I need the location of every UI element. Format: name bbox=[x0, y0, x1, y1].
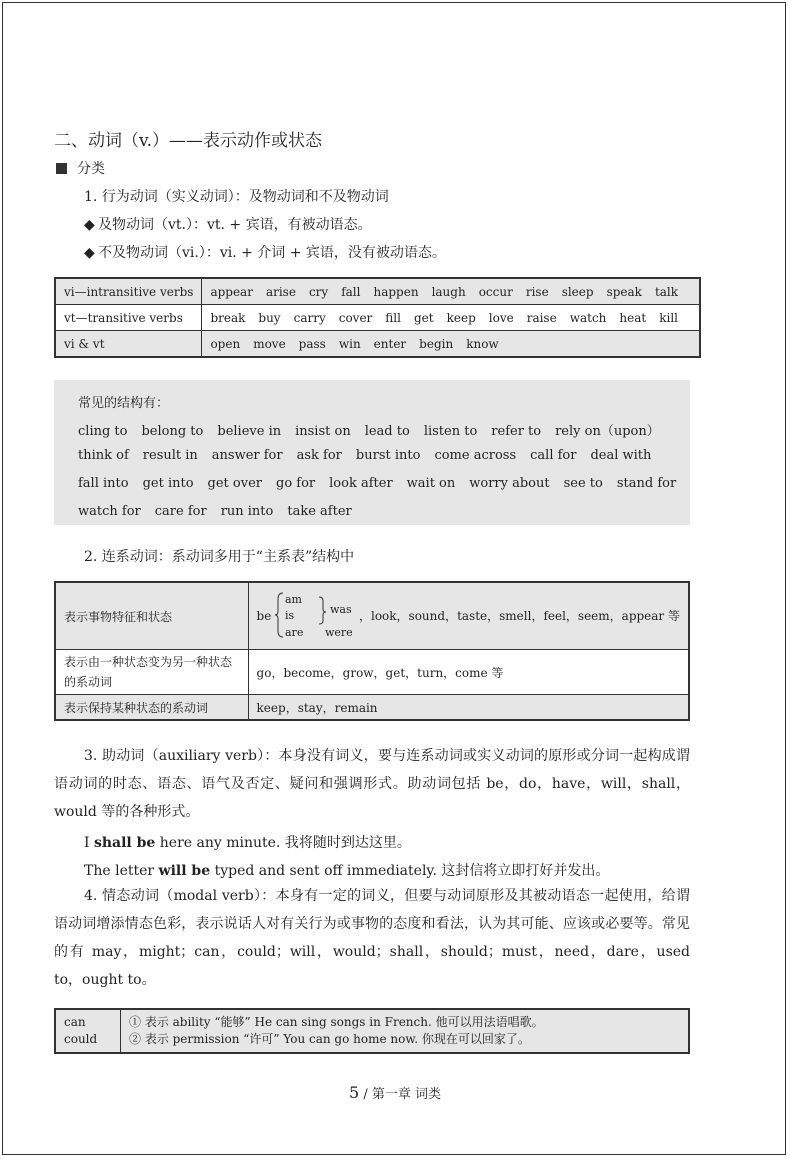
example-1: I shall be here any minute. 我将随时到达这里。 bbox=[84, 835, 411, 851]
row-value: be am is are was were ，look，sound，taste，smell，feel，seem，appear 等 bbox=[248, 582, 689, 650]
item-1: 1. 行为动词（实义动词）：及物动词和不及物动词 bbox=[84, 189, 389, 205]
verb-word: pass bbox=[298, 336, 326, 351]
modal-meanings: ① 表示 ability “能够” He can sing songs in French. 他可以用法语唱歌。 ② 表示 permission “许可” You can go home now. 你现在可以回家了。 bbox=[121, 1009, 690, 1053]
phrase: refer to bbox=[491, 424, 542, 439]
verb-type: vi & vt bbox=[55, 331, 202, 358]
structure-row bbox=[78, 448, 665, 463]
row-value: keep，stay，remain bbox=[248, 695, 689, 721]
table-row bbox=[55, 305, 700, 331]
verb-word: know bbox=[466, 336, 499, 351]
phrase: belong to bbox=[141, 424, 204, 439]
phrase: answer for bbox=[211, 448, 283, 463]
chapter-label: / 第一章 词类 bbox=[363, 1087, 441, 1102]
verbs-table bbox=[54, 277, 701, 358]
phrase: lead to bbox=[364, 424, 410, 439]
verb-type: vt—transitive verbs bbox=[55, 305, 202, 331]
verb-word: begin bbox=[419, 336, 454, 351]
verb-word: keep bbox=[446, 310, 476, 325]
verb-word: break bbox=[210, 310, 246, 325]
page-number: 5 bbox=[349, 1083, 360, 1102]
phrase: rely on（upon） bbox=[555, 424, 660, 439]
linking-verbs-table bbox=[54, 581, 690, 721]
is-text: is bbox=[285, 608, 295, 622]
page-title: 二、动词（v.）——表示动作或状态 bbox=[54, 131, 322, 151]
structures-header: 常见的结构有： bbox=[78, 396, 170, 411]
structure-row bbox=[78, 476, 690, 491]
example-2: The letter will be typed and sent off immediately. 这封信将立即打好并发出。 bbox=[84, 863, 610, 879]
were-text: were bbox=[325, 625, 353, 639]
phrase: get into bbox=[142, 476, 194, 491]
bullet-vt: ◆ 及物动词（vt.）：vt. + 宾语，有被动语态。 bbox=[84, 217, 372, 233]
am-text: am bbox=[285, 592, 303, 606]
verb-word: happen bbox=[373, 284, 419, 299]
verb-word: buy bbox=[258, 310, 281, 325]
table-row bbox=[55, 582, 689, 650]
verb-word: arise bbox=[265, 284, 296, 299]
phrase: call for bbox=[530, 448, 577, 463]
phrase: think of bbox=[78, 448, 129, 463]
table-row bbox=[55, 1009, 689, 1053]
diamond-icon: ◆ bbox=[84, 245, 95, 261]
phrase: ask for bbox=[296, 448, 342, 463]
phrase: result in bbox=[142, 448, 198, 463]
phrase: listen to bbox=[423, 424, 478, 439]
was-text: was bbox=[330, 602, 352, 616]
verb-word: fall bbox=[341, 284, 361, 299]
verb-word: cry bbox=[308, 284, 329, 299]
verb-word: speak bbox=[606, 284, 642, 299]
modal-table bbox=[54, 1008, 690, 1054]
phrase: take after bbox=[287, 504, 352, 519]
verb-list bbox=[202, 331, 700, 358]
phrase: get over bbox=[207, 476, 262, 491]
diamond-icon: ◆ bbox=[84, 217, 95, 233]
phrase: deal with bbox=[590, 448, 652, 463]
row-label: 表示保持某种状态的系动词 bbox=[55, 695, 248, 721]
verb-type: vi—intransitive verbs bbox=[55, 278, 202, 305]
verb-word: carry bbox=[293, 310, 326, 325]
verb-word: enter bbox=[373, 336, 407, 351]
verb-word: get bbox=[413, 310, 434, 325]
brace-icon bbox=[275, 591, 355, 639]
modal-words: can could bbox=[55, 1009, 121, 1053]
phrase: look after bbox=[329, 476, 393, 491]
structure-row bbox=[78, 504, 366, 519]
phrase: see to bbox=[563, 476, 603, 491]
phrase: go for bbox=[276, 476, 316, 491]
verb-word: fill bbox=[385, 310, 401, 325]
verb-word: talk bbox=[654, 284, 679, 299]
verb-word: heat bbox=[619, 310, 647, 325]
square-bullet-icon bbox=[56, 163, 67, 174]
row-label: 表示由一种状态变为另一种状态的系动词 bbox=[55, 650, 248, 695]
verb-word: appear bbox=[210, 284, 253, 299]
item-3: 3. 助动词（auxiliary verb）：本身没有词义，要与连系动词或实义动词的原形或分词一起构成谓语动词的时态、语态、语气及否定、疑问和强调形式。助动词包括 be，do，have，will，shall，would 等的各种形式。 bbox=[54, 748, 690, 820]
verb-word: cover bbox=[338, 310, 373, 325]
phrase: run into bbox=[220, 504, 274, 519]
are-text: are bbox=[285, 625, 304, 639]
table-row bbox=[55, 278, 700, 305]
page-footer bbox=[0, 1083, 790, 1102]
phrase: fall into bbox=[78, 476, 129, 491]
phrase: cling to bbox=[78, 424, 128, 439]
structure-row bbox=[78, 420, 674, 439]
verb-word: watch bbox=[569, 310, 607, 325]
verb-word: sleep bbox=[561, 284, 594, 299]
structures-box bbox=[54, 380, 690, 525]
verb-word: rise bbox=[525, 284, 549, 299]
verb-word: love bbox=[488, 310, 514, 325]
verb-word: laugh bbox=[431, 284, 466, 299]
table-row bbox=[55, 331, 700, 358]
phrase: stand for bbox=[616, 476, 677, 491]
item-2: 2. 连系动词：系动词多用于“主系表”结构中 bbox=[84, 549, 355, 565]
row-label: 表示事物特征和状态 bbox=[55, 582, 248, 650]
verb-word: move bbox=[253, 336, 286, 351]
row-value: go，become，grow，get，turn，come 等 bbox=[248, 650, 689, 695]
verb-word: raise bbox=[526, 310, 557, 325]
section-heading bbox=[56, 158, 105, 178]
verb-list bbox=[202, 305, 700, 331]
verb-list bbox=[202, 278, 700, 305]
phrase: wait on bbox=[406, 476, 456, 491]
brace-group bbox=[275, 591, 355, 642]
phrase: insist on bbox=[295, 424, 351, 439]
phrase: watch for bbox=[78, 504, 141, 519]
verb-word: open bbox=[210, 336, 241, 351]
table-row bbox=[55, 695, 689, 721]
phrase: worry about bbox=[469, 476, 550, 491]
phrase: burst into bbox=[355, 448, 421, 463]
verb-word: win bbox=[338, 336, 361, 351]
item-4: 4. 情态动词（modal verb）：本身有一定的词义，但要与动词原形及其被动语态一起使用，给谓语动词增添情态色彩，表示说话人对有关行为或事物的态度和看法，认为其可能、应该或必要等。常见的有 may，might；can，could；will，would；shall，should；must，need，dare，used to，ought to。 bbox=[54, 888, 690, 988]
section-label: 分类 bbox=[77, 161, 105, 177]
phrase: come across bbox=[434, 448, 517, 463]
verb-word: occur bbox=[478, 284, 513, 299]
table-row bbox=[55, 650, 689, 695]
bullet-vi: ◆ 不及物动词（vi.）：vi. + 介词 + 宾语，没有被动语态。 bbox=[84, 245, 446, 261]
verb-word: kill bbox=[659, 310, 679, 325]
phrase: believe in bbox=[217, 424, 282, 439]
phrase: care for bbox=[154, 504, 207, 519]
